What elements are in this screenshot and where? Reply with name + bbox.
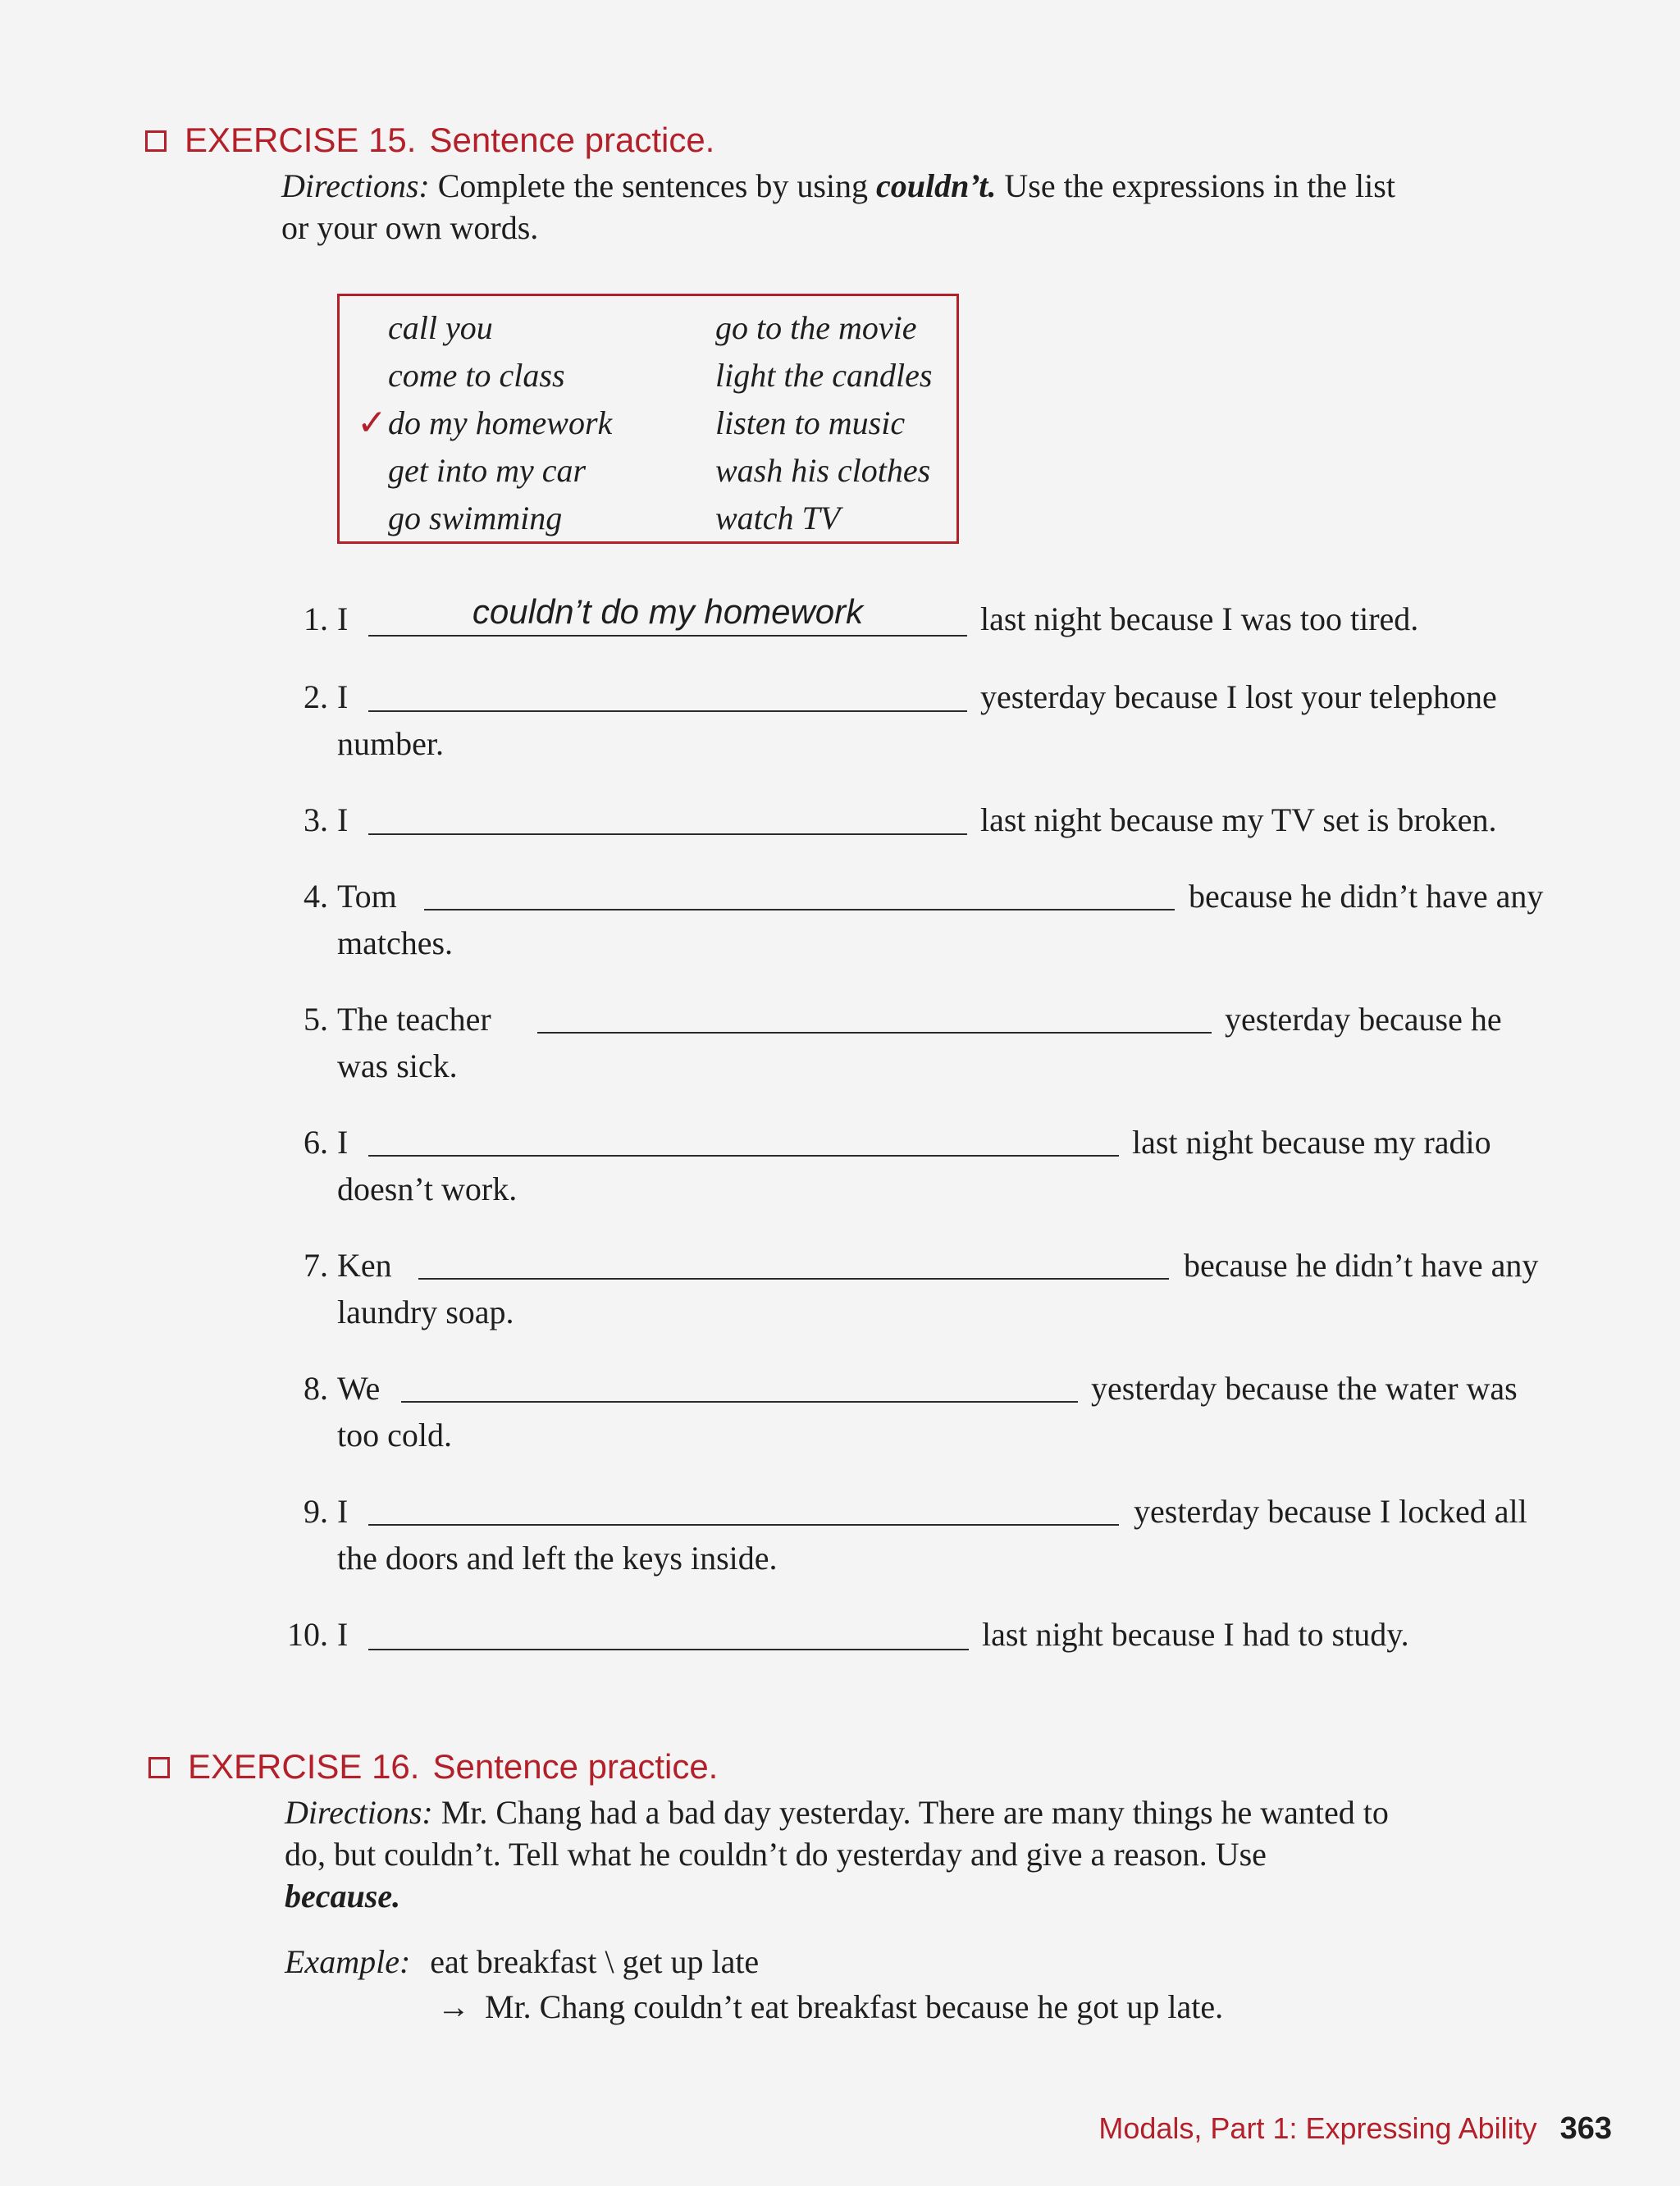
page-number: 363 xyxy=(1559,2111,1612,2146)
directions-keyword: couldn’t. xyxy=(876,167,997,204)
item-continuation: matches. xyxy=(337,924,454,961)
expression-item: come to class xyxy=(388,357,565,394)
item-number: 7. xyxy=(304,1247,328,1284)
expression-item: go swimming xyxy=(388,500,563,536)
answer-blank[interactable] xyxy=(401,1362,1078,1403)
answer-blank[interactable] xyxy=(368,1609,969,1650)
expression-item: get into my car xyxy=(388,452,587,489)
expression-item: light the candles xyxy=(715,357,933,394)
answer-blank[interactable] xyxy=(368,1116,1119,1157)
directions-text: do, but couldn’t. Tell what he couldn’t do yesterday and give a reason. Use xyxy=(285,1836,1267,1873)
expression-item: watch TV xyxy=(715,500,841,536)
item-tail: yesterday because I lost your telephone xyxy=(980,678,1497,715)
item-number: 8. xyxy=(304,1370,328,1407)
item-continuation: the doors and left the keys inside. xyxy=(337,1540,778,1577)
item-lead: I xyxy=(337,1124,349,1161)
exercise-16-title: Sentence practice. xyxy=(432,1747,719,1786)
expression-item: wash his clothes xyxy=(715,452,931,489)
chapter-title: Modals, Part 1: Expressing Ability xyxy=(1098,2111,1537,2145)
item-tail: because he didn’t have any xyxy=(1189,878,1544,915)
directions-text: Use the expressions in the list xyxy=(1004,167,1395,204)
page-footer xyxy=(1098,2111,1612,2147)
item-tail: last night because my TV set is broken. xyxy=(980,801,1497,838)
expression-item: call you xyxy=(388,309,493,346)
item-continuation: was sick. xyxy=(337,1047,458,1084)
answer-blank[interactable] xyxy=(368,1485,1119,1526)
expression-list-column-1 xyxy=(357,304,613,542)
item-number: 6. xyxy=(304,1124,328,1161)
item-lead: Ken xyxy=(337,1247,392,1284)
expression-item-checked xyxy=(357,399,613,447)
expression-list-box xyxy=(337,294,959,544)
exercise-16-directions xyxy=(285,1791,1614,1917)
directions-text: Complete the sentences by using xyxy=(437,167,869,204)
directions-label: Directions: xyxy=(285,1794,433,1831)
item-continuation: doesn’t work. xyxy=(337,1171,518,1207)
directions-text: Mr. Chang had a bad day yesterday. There are many things he wanted to xyxy=(441,1794,1389,1831)
item-number: 10. xyxy=(287,1616,328,1653)
exercise-15-title: Sentence practice. xyxy=(429,121,715,159)
answer-blank[interactable] xyxy=(418,1239,1169,1280)
exercise-16-header xyxy=(148,1747,718,1787)
exercise-16-number: EXERCISE 16. xyxy=(188,1747,420,1786)
expression-item: go to the movie xyxy=(715,309,917,346)
item-number: 1. xyxy=(304,600,328,637)
item-tail: yesterday because I locked all xyxy=(1134,1493,1527,1530)
exercise-15-header xyxy=(145,121,714,160)
item-tail: last night because I was too tired. xyxy=(980,600,1419,637)
exercise-15-checkbox[interactable] xyxy=(145,130,167,152)
item-continuation: number. xyxy=(337,725,444,762)
example-prompt: eat breakfast \ get up late xyxy=(430,1943,760,1980)
item-lead: The teacher xyxy=(337,1001,491,1038)
item-lead: I xyxy=(337,678,349,715)
answer-blank[interactable] xyxy=(368,671,967,712)
check-mark-icon: ✓ xyxy=(357,402,387,444)
expression-item-label: do my homework xyxy=(388,404,613,441)
directions-text: or your own words. xyxy=(281,209,539,246)
example-answer: Mr. Chang couldn’t eat breakfast because he got up late. xyxy=(485,1988,1224,2025)
answer-blank[interactable] xyxy=(424,869,1175,910)
item-number: 2. xyxy=(304,678,328,715)
arrow-right-icon: → xyxy=(437,1988,470,2025)
directions-label: Directions: xyxy=(281,167,430,204)
answer-text: couldn’t do my homework xyxy=(472,592,864,631)
answer-blank[interactable] xyxy=(368,592,967,637)
example-answer-line xyxy=(437,1987,1223,2028)
item-tail: yesterday because the water was xyxy=(1091,1370,1518,1407)
directions-keyword: because. xyxy=(285,1878,401,1914)
expression-item: listen to music xyxy=(715,404,906,441)
item-tail: last night because my radio xyxy=(1132,1124,1491,1161)
item-lead: I xyxy=(337,600,349,637)
item-lead: I xyxy=(337,801,349,838)
item-number: 4. xyxy=(304,878,328,915)
item-tail: because he didn’t have any xyxy=(1184,1247,1539,1284)
answer-blank[interactable] xyxy=(368,794,967,835)
item-tail: yesterday because he xyxy=(1225,1001,1502,1038)
exercise-16-checkbox[interactable] xyxy=(148,1757,170,1778)
example-line xyxy=(285,1942,759,1983)
item-lead: I xyxy=(337,1493,349,1530)
item-lead: We xyxy=(337,1370,381,1407)
item-number: 3. xyxy=(304,801,328,838)
item-number: 9. xyxy=(304,1493,328,1530)
item-lead: Tom xyxy=(337,878,397,915)
expression-list-column-2 xyxy=(715,304,932,542)
item-lead: I xyxy=(337,1616,349,1653)
exercise-15-directions xyxy=(281,165,1610,249)
item-number: 5. xyxy=(304,1001,328,1038)
answer-blank[interactable] xyxy=(537,993,1212,1034)
item-continuation: laundry soap. xyxy=(337,1294,514,1330)
item-continuation: too cold. xyxy=(337,1417,452,1454)
item-tail: last night because I had to study. xyxy=(982,1616,1409,1653)
example-label: Example: xyxy=(285,1943,411,1980)
exercise-15-number: EXERCISE 15. xyxy=(185,121,417,159)
